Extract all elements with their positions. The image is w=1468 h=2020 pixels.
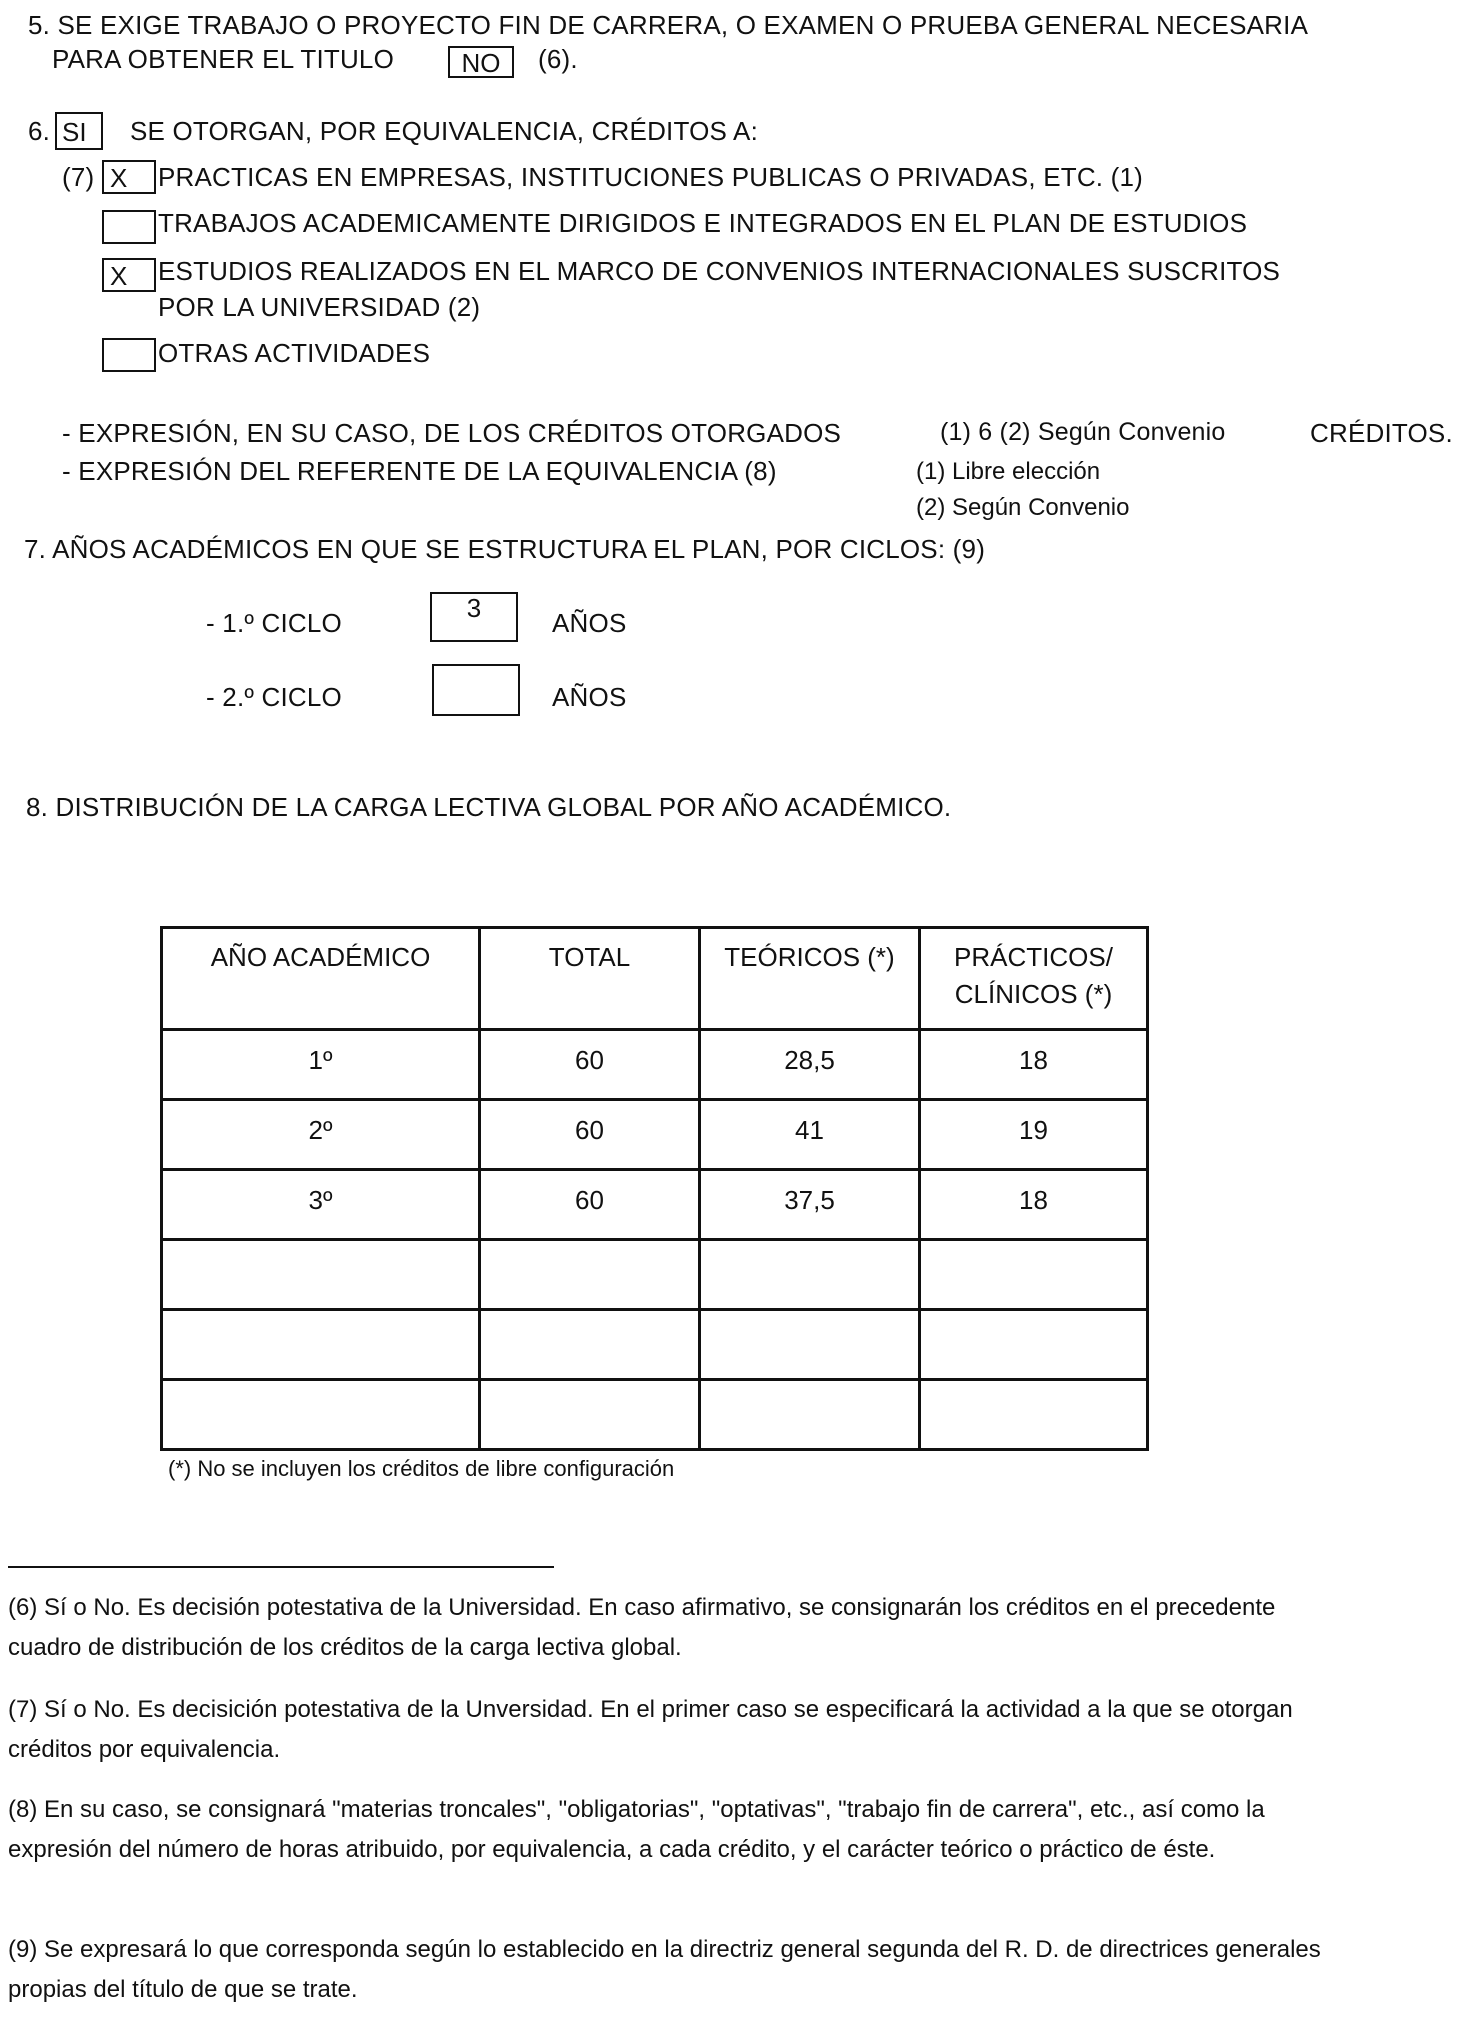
cell-ano: [162, 1380, 480, 1450]
table-row: [162, 1100, 1148, 1170]
ciclo2-box: [432, 664, 520, 716]
referente-value2: (2) Según Convenio: [916, 494, 1130, 521]
cell-teoricos: 28,5: [700, 1030, 920, 1100]
cell-teoricos: [700, 1240, 920, 1310]
cell-teoricos: [700, 1380, 920, 1450]
cell-teoricos: [700, 1310, 920, 1380]
creditos-unit: CRÉDITOS.: [1310, 418, 1453, 448]
header-teoricos: TEÓRICOS (*): [700, 928, 920, 1030]
cell-practicos: [920, 1380, 1148, 1450]
creditos-label: - EXPRESIÓN, EN SU CASO, DE LOS CRÉDITOS OTORGADOS: [62, 418, 842, 448]
table-row: [162, 1240, 1148, 1310]
item5-line2: PARA OBTENER EL TITULO: [52, 44, 395, 74]
cell-total: [480, 1310, 700, 1380]
table-note: (*) No se incluyen los créditos de libre configuración: [168, 1456, 675, 1481]
table-row: [162, 1380, 1148, 1450]
footnote-9: (9) Se expresará lo que corresponda según lo establecido en la directriz general segunda del R. D. de directrices generales propias del título de que se trate.: [8, 1936, 1321, 2003]
item6-answer: SI: [62, 117, 87, 147]
option2-checkbox[interactable]: [102, 210, 156, 244]
cell-ano: 2º: [162, 1100, 480, 1170]
cell-practicos: 18: [920, 1030, 1148, 1100]
table-row: [162, 1310, 1148, 1380]
item6-ref: (7): [62, 162, 95, 192]
option2-label: TRABAJOS ACADEMICAMENTE DIRIGIDOS E INTEGRADOS EN EL PLAN DE ESTUDIOS: [158, 208, 1248, 238]
option3-checkbox[interactable]: [102, 258, 156, 292]
ciclo1-unit: AÑOS: [552, 608, 627, 638]
cell-practicos: [920, 1240, 1148, 1310]
option4-checkbox[interactable]: [102, 338, 156, 372]
option3-label-cont: POR LA UNIVERSIDAD (2): [158, 292, 481, 322]
cell-practicos: [920, 1310, 1148, 1380]
table-header-row: [162, 928, 1148, 1030]
item6-title: SE OTORGAN, POR EQUIVALENCIA, CRÉDITOS A:: [130, 116, 759, 146]
item5-ref: (6).: [538, 44, 578, 74]
referente-value1: (1) Libre elección: [916, 458, 1101, 485]
item7-title: 7. AÑOS ACADÉMICOS EN QUE SE ESTRUCTURA EL PLAN, POR CICLOS: (9): [24, 534, 986, 564]
cell-total: 60: [480, 1170, 700, 1240]
header-practicos-line2: CLÍNICOS (*): [954, 979, 1113, 1009]
creditos-value: (1) 6 (2) Según Convenio: [940, 418, 1226, 446]
referente-label: - EXPRESIÓN DEL REFERENTE DE LA EQUIVALENCIA (8): [62, 456, 777, 486]
cell-teoricos: 37,5: [700, 1170, 920, 1240]
footnote-divider: [8, 1566, 554, 1568]
footnote-7: (7) Sí o No. Es decisición potestativa de la Unversidad. En el primer caso se especificará la actividad a la que se otorgan créditos por equivalencia.: [8, 1696, 1293, 1763]
cell-total: 60: [480, 1100, 700, 1170]
option1-checkbox[interactable]: [102, 160, 156, 194]
header-practicos: [920, 928, 1148, 1030]
ciclo1-label: - 1.º CICLO: [206, 608, 342, 638]
option1-mark: X: [110, 163, 128, 193]
header-ano: AÑO ACADÉMICO: [162, 928, 480, 1030]
ciclo1-value: 3: [466, 593, 482, 623]
footnote-8: (8) En su caso, se consignará "materias troncales", "obligatorias", "optativas", "trabajo fin de carrera", etc., así como la expresión del número de horas atribuido, por equivalencia, a cada crédito, y el carácter teórico o práctico de éste.: [8, 1796, 1265, 1863]
item6-answer-box: [55, 112, 103, 150]
cell-ano: [162, 1240, 480, 1310]
cell-practicos: 19: [920, 1100, 1148, 1170]
option3-mark: X: [110, 261, 128, 291]
option1-label: PRACTICAS EN EMPRESAS, INSTITUCIONES PUBLICAS O PRIVADAS, ETC. (1): [158, 162, 1144, 192]
item5-answer-box: [448, 46, 514, 78]
cell-total: [480, 1240, 700, 1310]
ciclo2-label: - 2.º CICLO: [206, 682, 342, 712]
cell-total: [480, 1380, 700, 1450]
cell-teoricos: 41: [700, 1100, 920, 1170]
footnote-6: (6) Sí o No. Es decisión potestativa de la Universidad. En caso afirmativo, se consignarán los créditos en el precedente cuadro de distribución de los créditos de la carga lectiva global.: [8, 1594, 1276, 1661]
cell-ano: 3º: [162, 1170, 480, 1240]
table-row: [162, 1170, 1148, 1240]
item5-answer: NO: [461, 48, 501, 78]
option3-label: ESTUDIOS REALIZADOS EN EL MARCO DE CONVENIOS INTERNACIONALES SUSCRITOS: [158, 256, 1281, 286]
cell-ano: 1º: [162, 1030, 480, 1100]
cell-ano: [162, 1310, 480, 1380]
cell-total: 60: [480, 1030, 700, 1100]
option4-label: OTRAS ACTIVIDADES: [158, 338, 431, 368]
header-total: TOTAL: [480, 928, 700, 1030]
ciclo1-box: [430, 592, 518, 642]
item6-number: 6.: [28, 116, 51, 146]
carga-lectiva-table: [160, 926, 1149, 1451]
cell-practicos: 18: [920, 1170, 1148, 1240]
table-row: [162, 1030, 1148, 1100]
item8-title: 8. DISTRIBUCIÓN DE LA CARGA LECTIVA GLOBAL POR AÑO ACADÉMICO.: [26, 792, 952, 822]
item5-line1: 5. SE EXIGE TRABAJO O PROYECTO FIN DE CARRERA, O EXAMEN O PRUEBA GENERAL NECESARIA: [28, 10, 1309, 40]
ciclo2-unit: AÑOS: [552, 682, 627, 712]
header-practicos-line1: PRÁCTICOS/: [954, 942, 1113, 972]
